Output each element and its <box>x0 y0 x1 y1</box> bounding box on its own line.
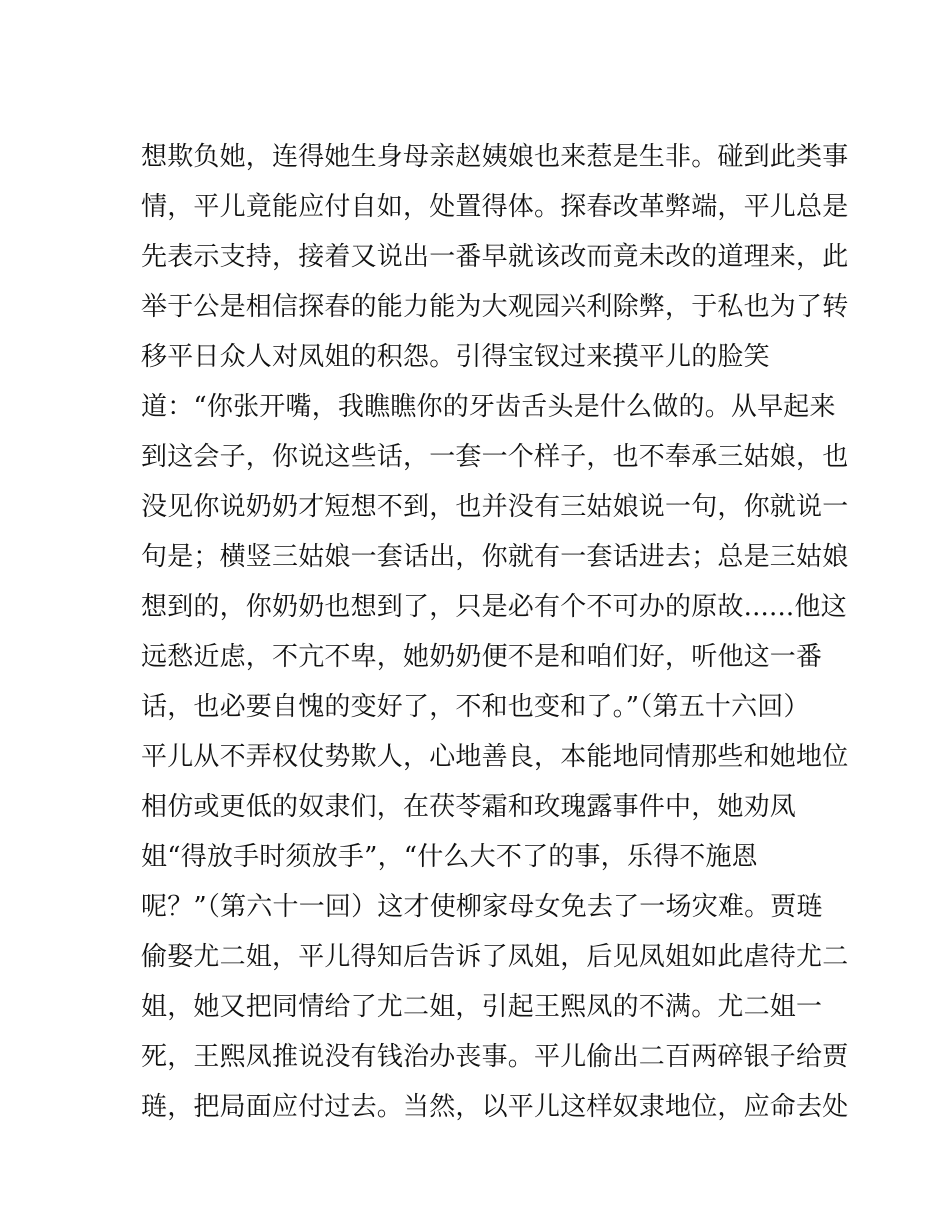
text-line: 姐，她又把同情给了尤二姐，引起王熙凤的不满。尤二姐一 <box>141 992 823 1022</box>
text-line: 句是；横竖三姑娘一套话出，你就有一套话进去；总是三姑娘 <box>141 542 849 572</box>
text-line: 情，平儿竟能应付自如，处置得体。探春改革弊端，平儿总是 <box>141 192 849 222</box>
text-line: 相仿或更低的奴隶们，在茯苓霜和玫瑰露事件中，她劝凤 <box>141 792 797 822</box>
text-line: 先表示支持，接着又说出一番早就该改而竟未改的道理来，此 <box>141 242 849 272</box>
text-line: 远愁近虑，不亢不卑，她奶奶便不是和咱们好，听他这一番 <box>141 642 823 672</box>
text-line: 姐“得放手时须放手”，“什么大不了的事，乐得不施恩 <box>141 842 758 872</box>
text-line: 琏，把局面应付过去。当然，以平儿这样奴隶地位，应命去处 <box>141 1092 849 1122</box>
text-line: 道：“你张开嘴，我瞧瞧你的牙齿舌头是什么做的。从早起来 <box>141 392 836 422</box>
text-line: 举于公是相信探春的能力能为大观园兴利除弊，于私也为了转 <box>141 292 849 322</box>
text-line: 想到的，你奶奶也想到了，只是必有个不可办的原故......他这 <box>141 592 847 622</box>
body-text <box>141 132 849 1132</box>
text-line: 到这会子，你说这些话，一套一个样子，也不奉承三姑娘，也 <box>141 442 849 472</box>
text-line: 移平日众人对凤姐的积怨。引得宝钗过来摸平儿的脸笑 <box>141 342 770 372</box>
text-line: 死，王熙凤推说没有钱治办丧事。平儿偷出二百两碎银子给贾 <box>141 1042 849 1072</box>
text-line: 偷娶尤二姐，平儿得知后告诉了凤姐，后见凤姐如此虐待尤二 <box>141 942 849 972</box>
text-line: 呢？”（第六十一回）这才使柳家母女免去了一场灾难。贾琏 <box>141 892 823 922</box>
text-line: 平儿从不弄权仗势欺人，心地善良，本能地同情那些和她地位 <box>141 742 849 772</box>
text-line: 想欺负她，连得她生身母亲赵姨娘也来惹是生非。碰到此类事 <box>141 142 849 172</box>
text-line: 话，也必要自愧的变好了，不和也变和了。”（第五十六回） <box>141 692 810 722</box>
text-line: 没见你说奶奶才短想不到，也并没有三姑娘说一句，你就说一 <box>141 492 849 522</box>
